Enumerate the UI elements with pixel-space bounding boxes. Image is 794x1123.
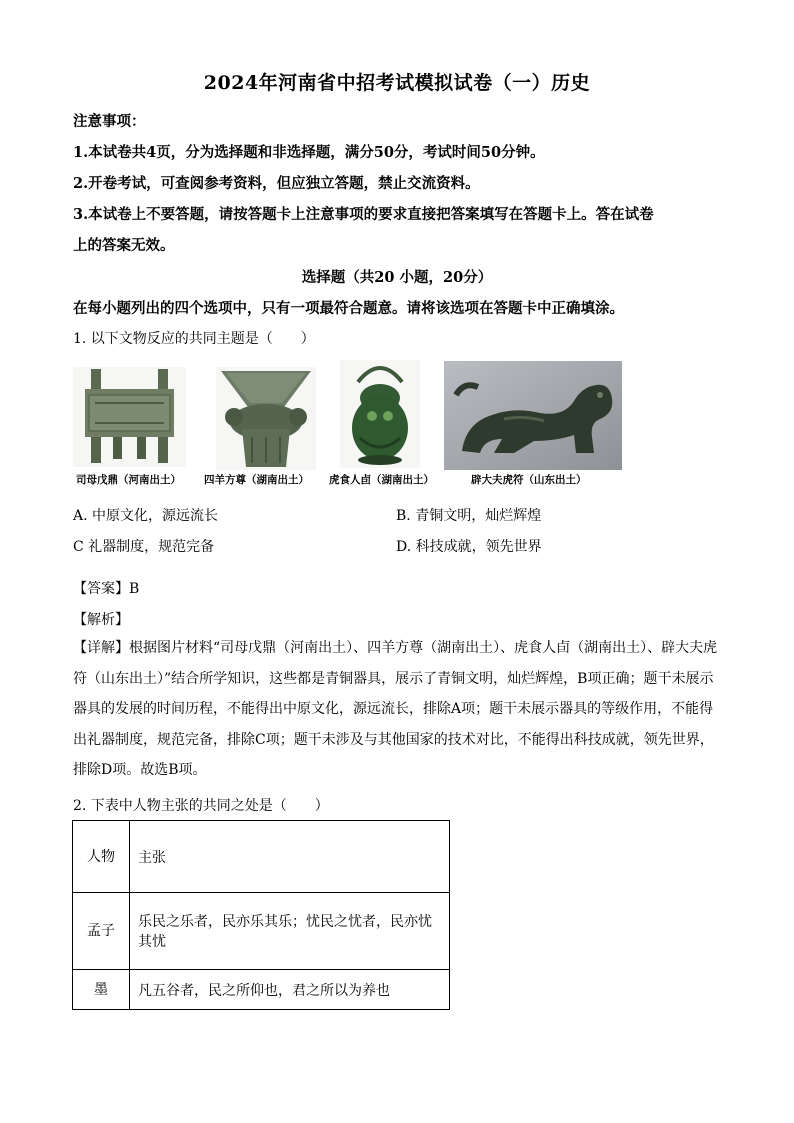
artifact-image-tiger-tally bbox=[444, 361, 622, 470]
table-header-row bbox=[73, 821, 450, 893]
artifact-image-ding bbox=[73, 367, 186, 467]
detail-line: 【详解】根据图片材料“司母戊鼎（河南出土）、四羊方尊（湖南出土）、虎食人卣（湖南出土）、辟大夫虎 bbox=[73, 640, 718, 656]
question-1-detail bbox=[73, 633, 723, 786]
table-cell-claim: 乐民之乐者，民亦乐其乐；忧民之忧者，民亦忧其忧 bbox=[130, 893, 450, 970]
question-1-option-b: B. 青铜文明，灿烂辉煌 bbox=[396, 508, 542, 524]
question-2-table bbox=[72, 820, 450, 1010]
detail-line: 排除D项。故选B项。 bbox=[73, 762, 207, 778]
notice-heading: 注意事项： bbox=[73, 113, 146, 130]
section-instruction: 在每小题列出的四个选项中，只有一项最符合题意。请将该选项在答题卡中正确填涂。 bbox=[73, 300, 624, 317]
detail-line: 器具的发展的时间历程，不能得出中原文化，源远流长，排除A项；题干未展示器具的等级作用，不能得 bbox=[73, 701, 714, 717]
detail-line: 出礼器制度，规范完备，排除C项；题干未涉及与其他国家的技术对比，不能得出科技成就，领先世界， bbox=[73, 731, 714, 748]
table-header-person: 人物 bbox=[73, 821, 130, 893]
question-1-option-c: C 礼器制度，规范完备 bbox=[73, 539, 215, 555]
notice-item-2: 2.开卷考试，可查阅参考资料，但应独立答题，禁止交流资料。 bbox=[73, 175, 480, 192]
artifact-image-zun bbox=[216, 367, 316, 470]
artifact-caption-zun: 四羊方尊（湖南出土） bbox=[204, 474, 309, 486]
table-cell-person: 孟子 bbox=[73, 893, 130, 970]
artifact-caption-you: 虎食人卣（湖南出土） bbox=[329, 474, 434, 486]
question-1-option-d: D. 科技成就，领先世界 bbox=[396, 539, 542, 555]
table-header-claim: 主张 bbox=[130, 821, 450, 893]
notice-item-3: 3.本试卷上不要答题，请按答题卡上注意事项的要求直接把答案填写在答题卡上。答在试卷 bbox=[73, 206, 654, 223]
artifact-image-you bbox=[340, 360, 420, 468]
artifact-caption-tiger-tally: 辟大夫虎符（山东出土） bbox=[471, 474, 587, 486]
page-title: 2024年河南省中招考试模拟试卷（一）历史 bbox=[203, 72, 591, 94]
table-cell-claim: 凡五谷者，民之所仰也，君之所以为养也 bbox=[130, 970, 450, 1010]
table-row bbox=[73, 893, 450, 970]
question-1-option-a: A. 中原文化，源远流长 bbox=[73, 508, 219, 524]
question-1-analysis-label: 【解析】 bbox=[73, 612, 129, 628]
question-2-stem: 2. 下表中人物主张的共同之处是（ ） bbox=[73, 798, 329, 814]
table-row bbox=[73, 970, 450, 1010]
section-title: 选择题（共20 小题，20分） bbox=[301, 269, 493, 286]
question-1-answer: 【答案】B bbox=[73, 581, 140, 597]
artifact-caption-ding: 司母戊鼎（河南出土） bbox=[76, 474, 181, 486]
question-1-stem: 1. 以下文物反应的共同主题是（ ） bbox=[73, 331, 315, 347]
table-cell-person: 墨 bbox=[73, 970, 130, 1010]
detail-line: 符（山东出土）”结合所学知识，这些都是青铜器具，展示了青铜文明，灿烂辉煌，B项正确；题干未展示 bbox=[73, 670, 714, 687]
notice-item-1: 1.本试卷共4页，分为选择题和非选择题，满分50分，考试时间50分钟。 bbox=[73, 144, 545, 161]
notice-item-3-cont: 上的答案无效。 bbox=[73, 237, 175, 254]
